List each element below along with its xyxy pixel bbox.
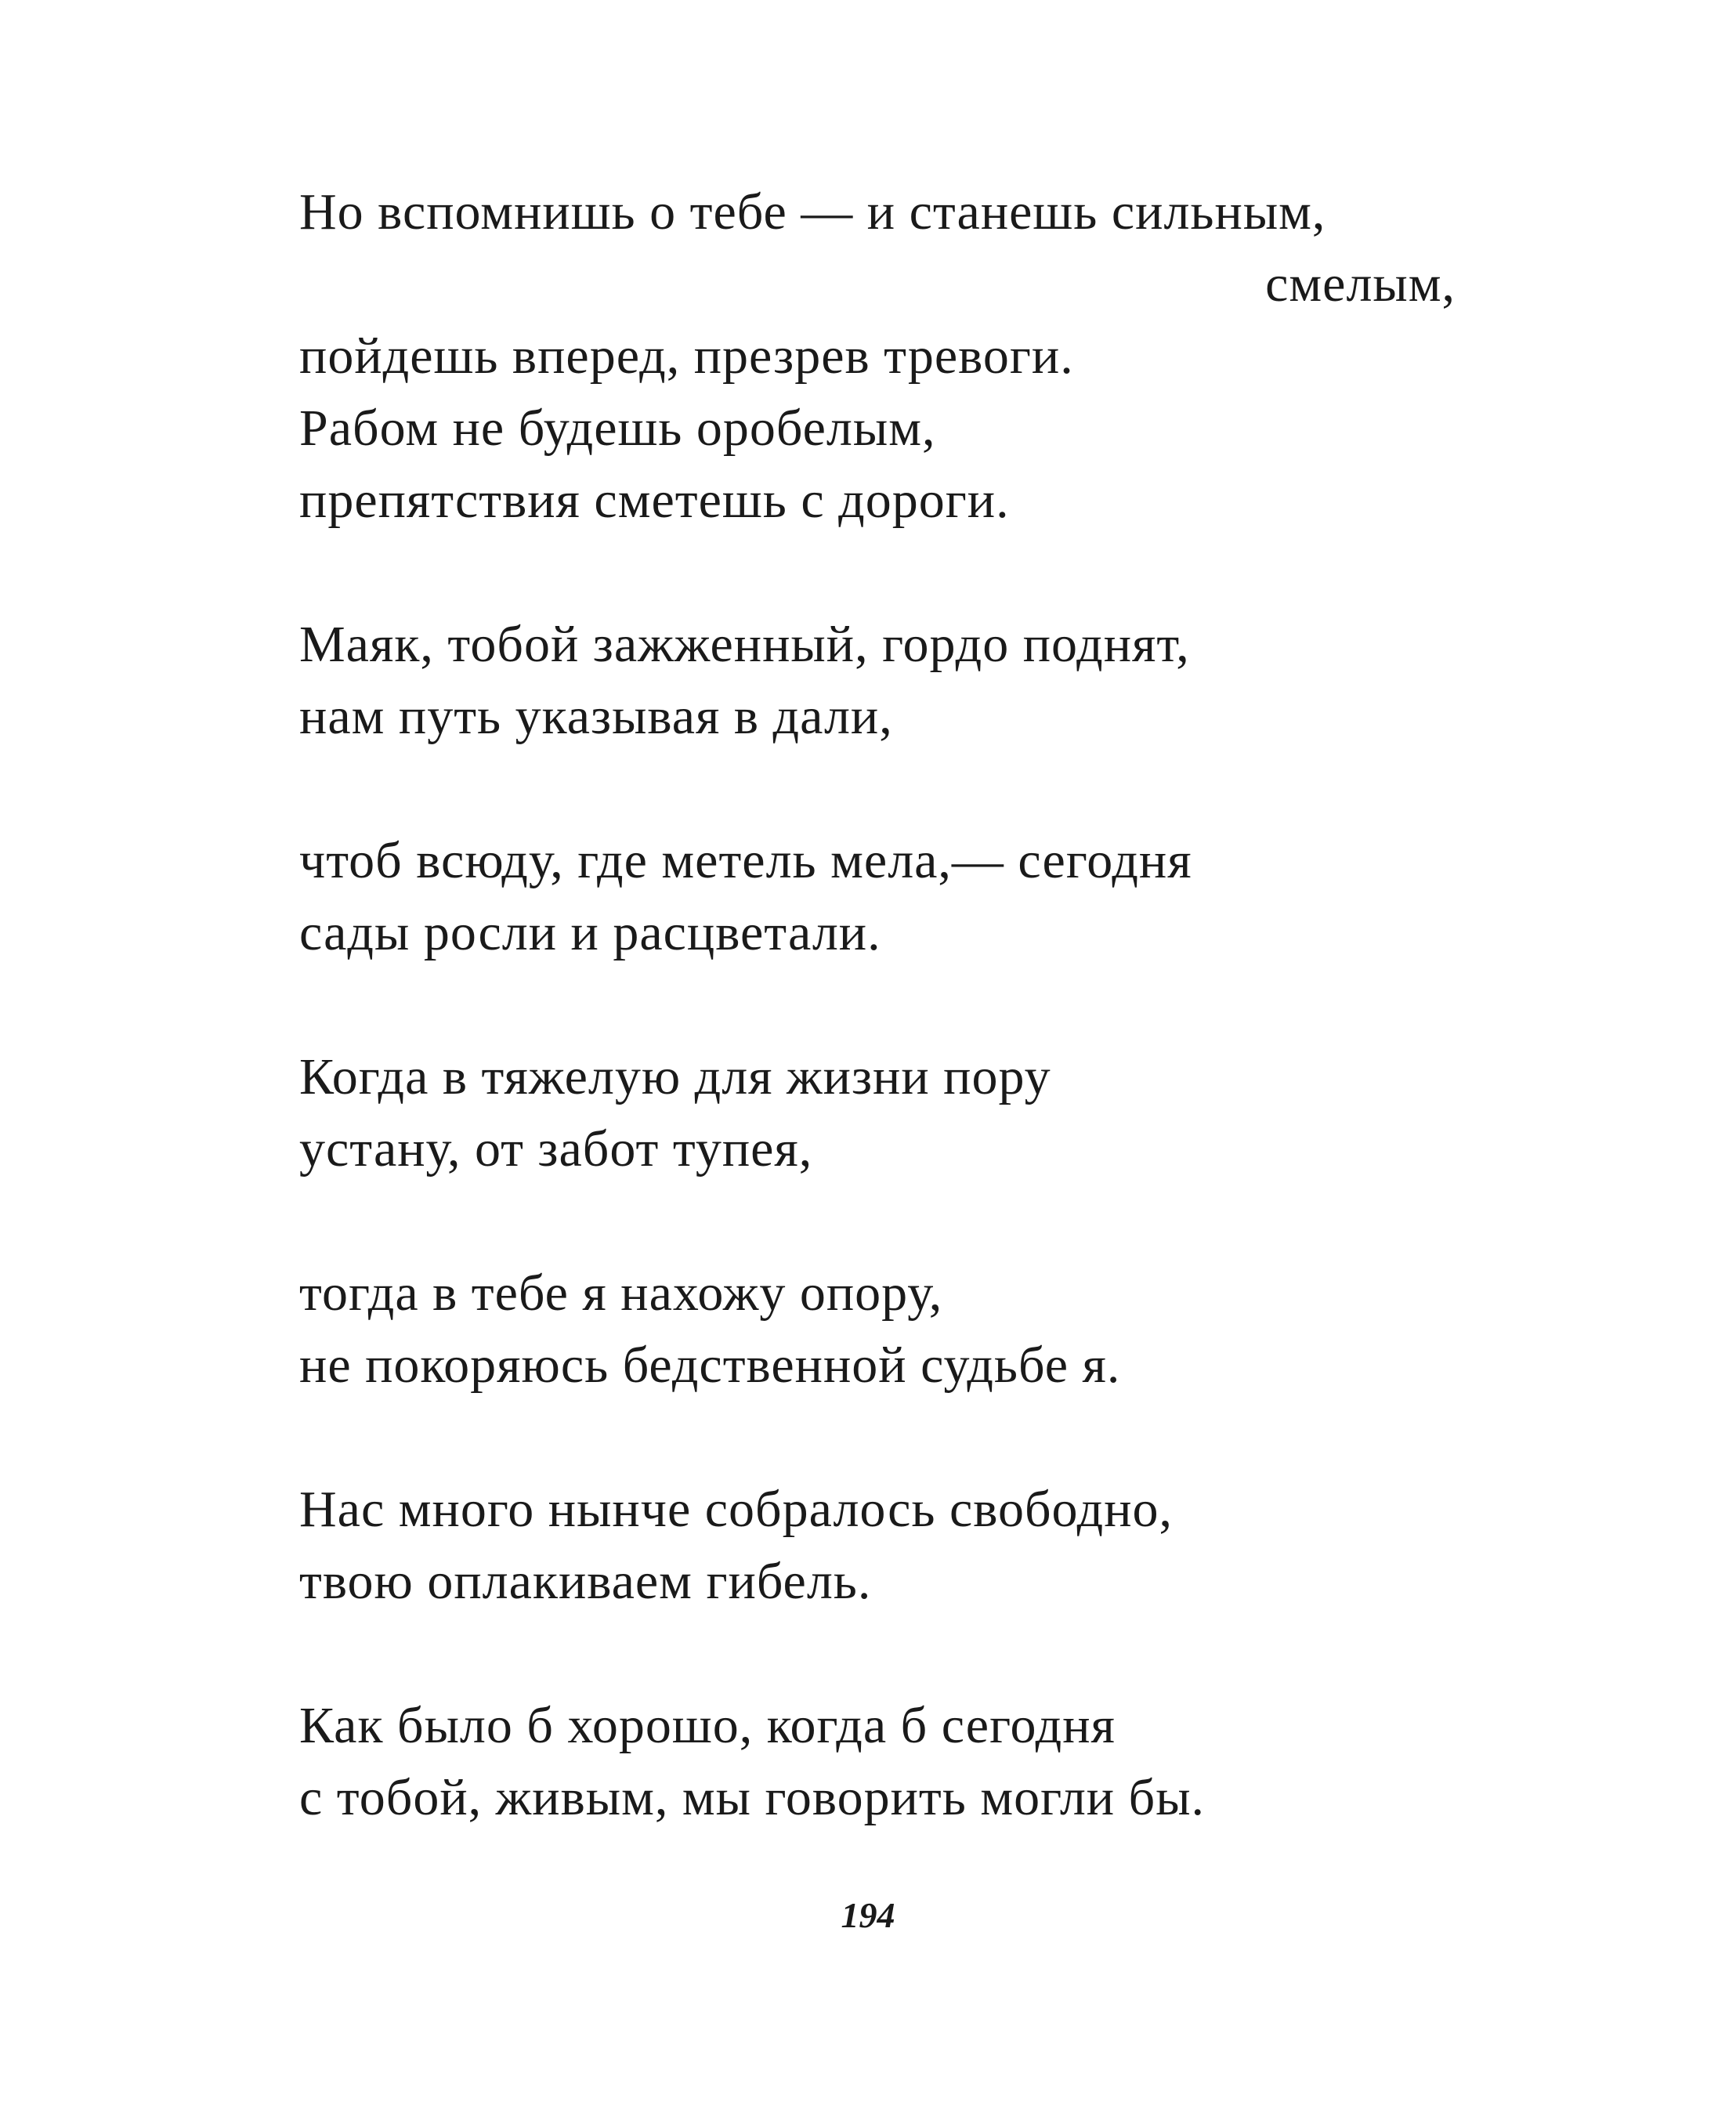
stanza-5 — [299, 1257, 1474, 1402]
poem-line: Маяк, тобой зажженный, гордо поднят, — [299, 616, 1190, 673]
poem-line: сады росли и расцветали. — [299, 904, 881, 961]
stanza-6 — [299, 1474, 1474, 1618]
poem-line: Когда в тяжелую для жизни пору — [299, 1048, 1051, 1105]
stanza-1 — [299, 176, 1474, 537]
poem-line: Но вспомнишь о тебе — и станешь сильным, — [299, 183, 1326, 241]
poem-line: Рабом не будешь оробелым, — [299, 400, 936, 457]
poem-line: устану, от забот тупея, — [299, 1120, 813, 1178]
page-number: 194 — [841, 1895, 895, 1935]
poem-line: препятствия сметешь с дороги. — [299, 472, 1010, 529]
stanza-2 — [299, 609, 1474, 753]
poem-line: твою оплакиваем гибель. — [299, 1553, 872, 1610]
poem-line: нам путь указывая в дали, — [299, 688, 893, 745]
poem-line: тогда в тебе я нахожу опору, — [299, 1264, 943, 1322]
poem-line: пойдешь вперед, презрев тревоги. — [299, 327, 1074, 385]
stanza-4 — [299, 1041, 1474, 1185]
poem-line: Как было б хорошо, когда б сегодня — [299, 1697, 1116, 1754]
poem-line: чтоб всюду, где метель мела,— сегодня — [299, 832, 1192, 889]
poem-line: не покоряюсь бедственной судьбе я. — [299, 1337, 1121, 1394]
poem-line: с тобой, живым, мы говорить могли бы. — [299, 1769, 1206, 1826]
poem-line: Нас много нынче собралось свободно, — [299, 1481, 1174, 1538]
stanza-7 — [299, 1690, 1474, 1834]
poem — [299, 176, 1474, 1834]
stanza-3 — [299, 825, 1474, 969]
poem-line-continuation: смелым, — [1265, 255, 1456, 313]
